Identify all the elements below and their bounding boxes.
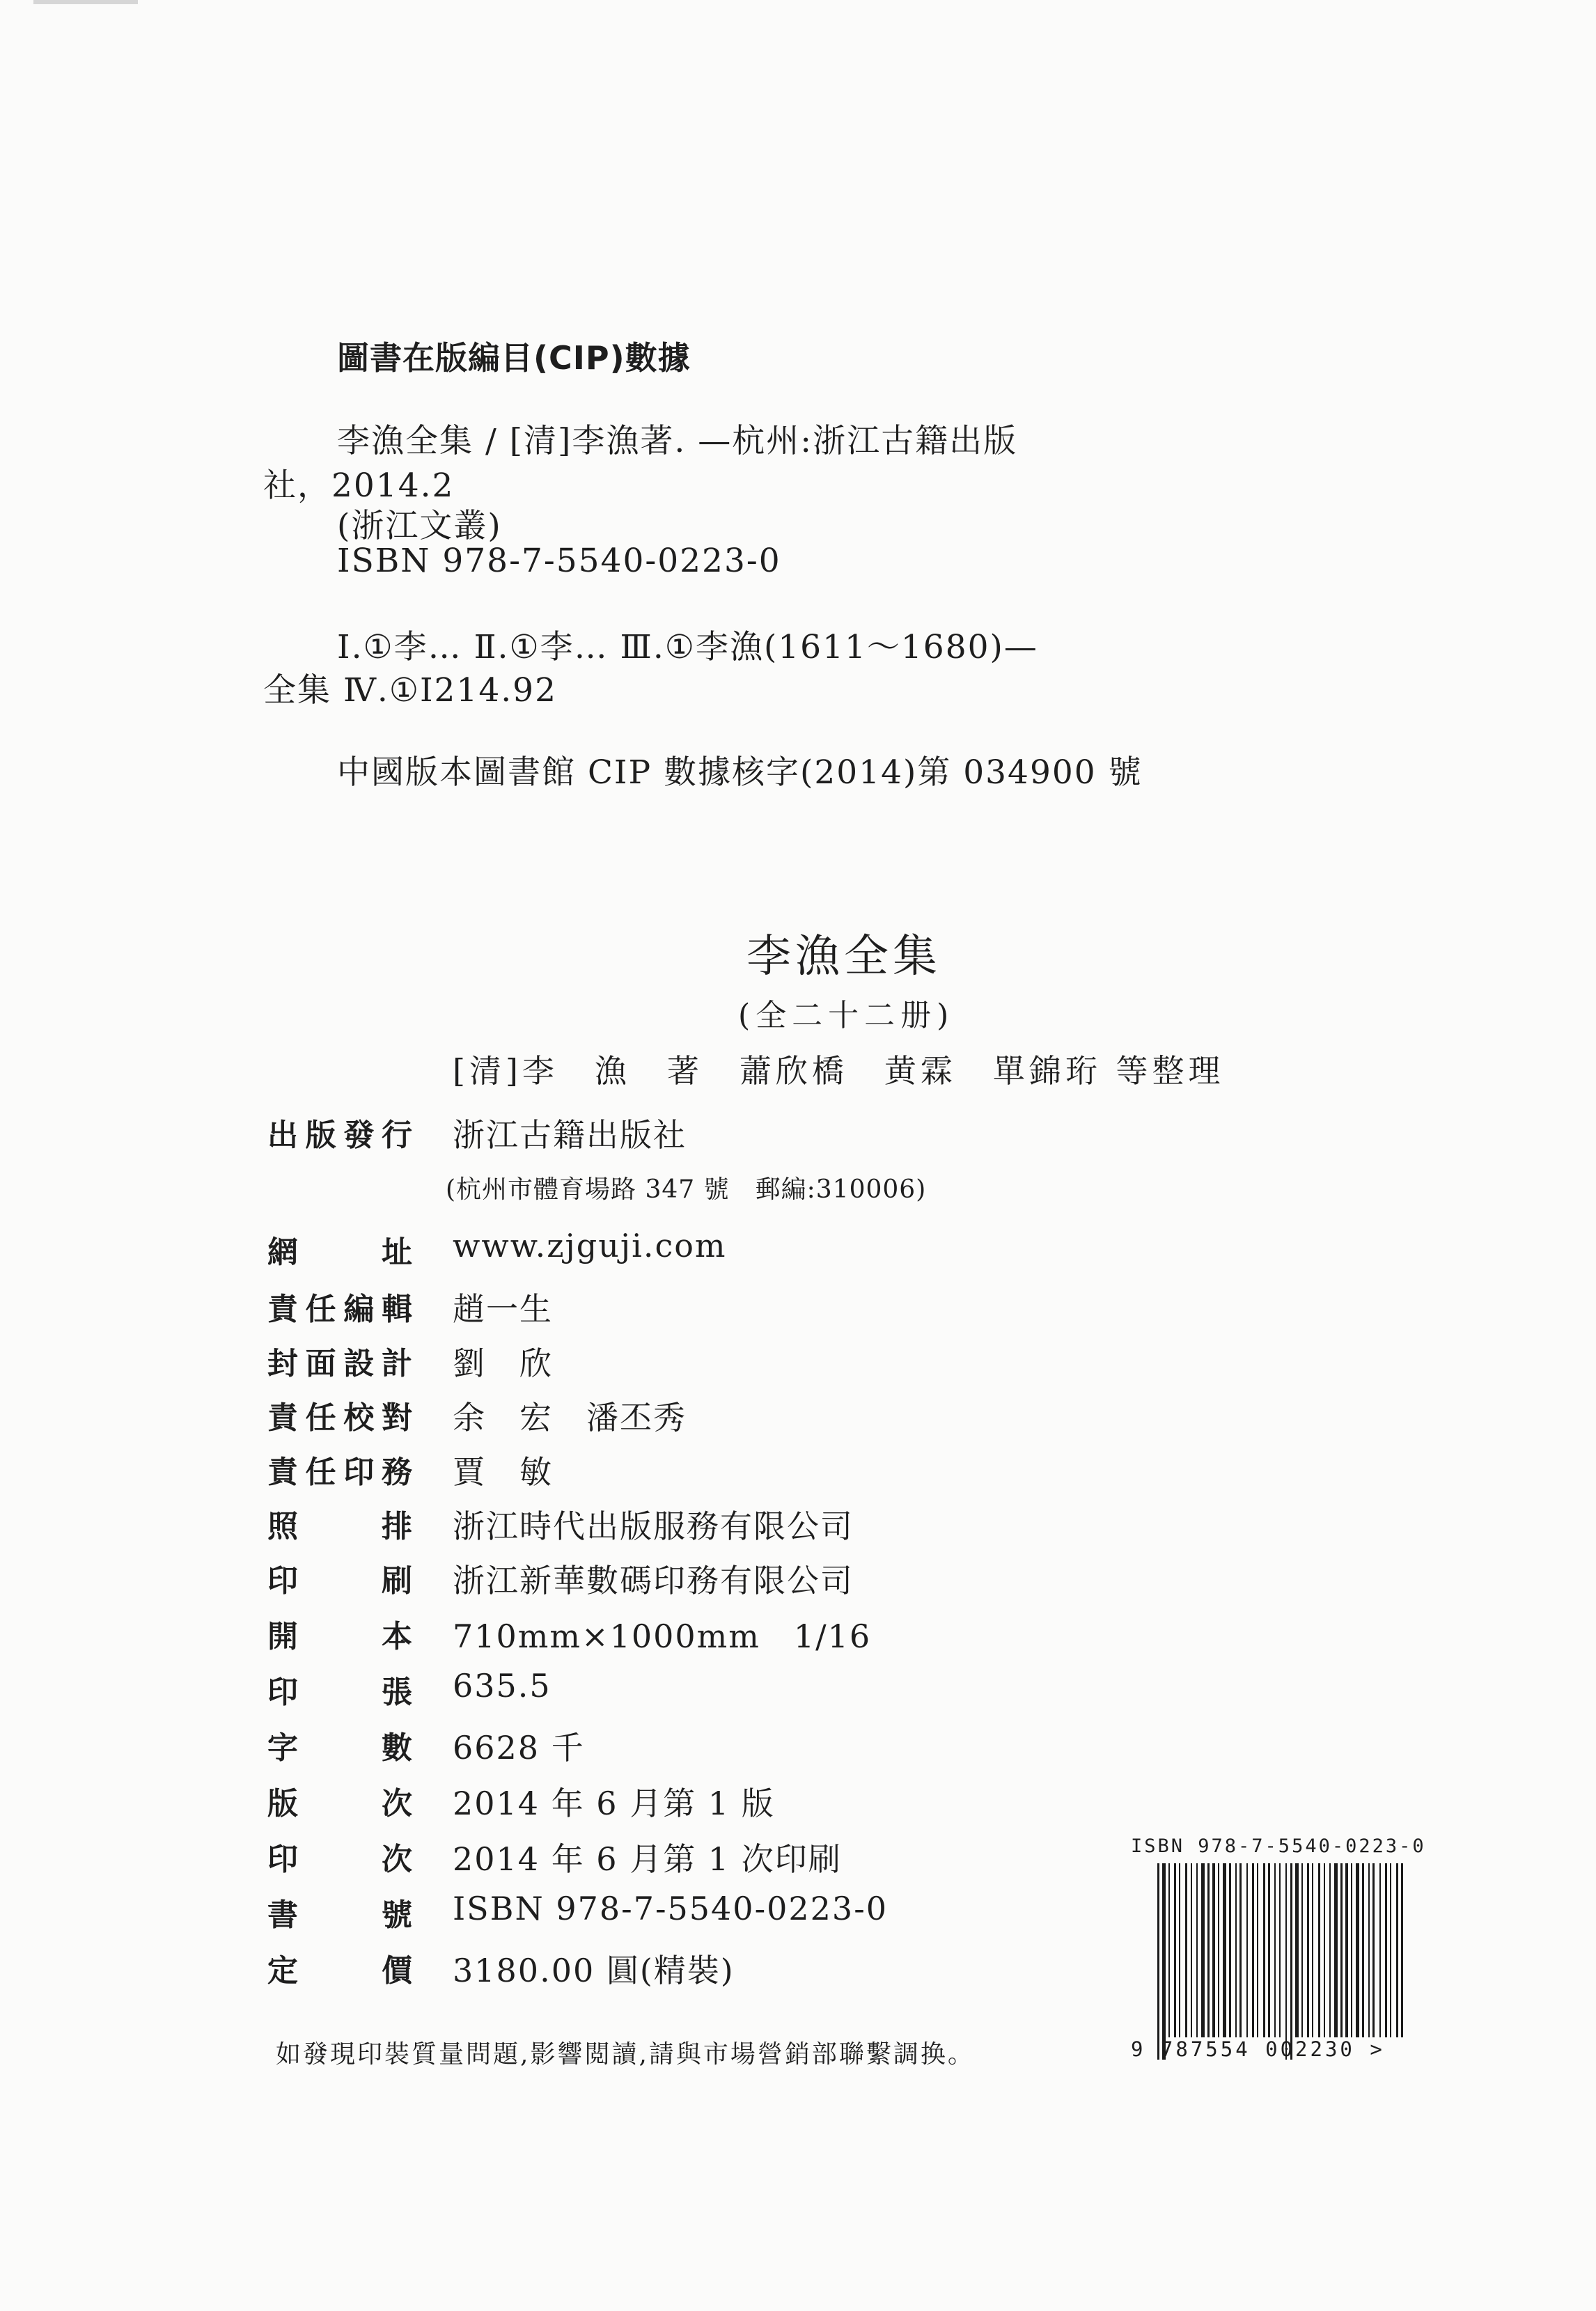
cip-entry-line-1: 李漁全集 / [清]李漁著. —杭州:浙江古籍出版	[337, 422, 1018, 460]
label-char: 排	[382, 1509, 412, 1544]
publication-row-label	[267, 1110, 412, 1154]
label-char: 責	[267, 1400, 298, 1436]
publication-row-value: 3180.00 圓(精裝)	[453, 1952, 735, 1989]
barcode-bar	[1385, 1863, 1387, 2037]
barcode-bar	[1257, 1863, 1258, 2037]
barcode-bar	[1174, 1863, 1176, 2037]
barcode-bar	[1290, 1863, 1292, 2060]
label-char: 價	[382, 1953, 412, 1989]
barcode-bar	[1229, 1863, 1231, 2037]
barcode-bar	[1356, 1863, 1359, 2037]
barcode-bar	[1329, 1863, 1331, 2037]
label-char: 面	[305, 1346, 336, 1381]
cip-subject-line-1: Ⅰ.①李… Ⅱ.①李… Ⅲ.①李漁(1611～1680)—	[337, 628, 1038, 666]
label-char: 發	[343, 1118, 375, 1153]
label-char: 次	[382, 1842, 412, 1877]
publication-row-label	[267, 1890, 412, 1934]
publication-row-label	[267, 1501, 412, 1546]
barcode-bar	[1207, 1863, 1210, 2037]
barcode-bar	[1345, 1863, 1348, 2037]
barcode-bar	[1268, 1863, 1270, 2037]
publication-row-label	[267, 1611, 412, 1656]
publication-row-value: 6628 千	[453, 1729, 585, 1766]
barcode-bar	[1285, 1863, 1287, 2060]
label-char: 本	[382, 1619, 412, 1654]
barcode-bar	[1157, 1863, 1159, 2060]
barcode-bar	[1185, 1863, 1187, 2037]
barcode-bar	[1368, 1863, 1370, 2037]
publication-row-label	[267, 1834, 412, 1879]
barcode-bar	[1235, 1863, 1237, 2037]
label-char: 印	[267, 1842, 298, 1877]
publication-row-label	[267, 1338, 412, 1383]
publication-row-value: 635.5	[453, 1667, 551, 1705]
label-char: 號	[382, 1897, 412, 1933]
barcode-bar	[1279, 1863, 1281, 2037]
barcode-bar	[1263, 1863, 1265, 2037]
label-char: 次	[382, 1786, 412, 1822]
barcode-isbn-label: ISBN 978-7-5540-0223-0	[1131, 1835, 1426, 1857]
publication-row-value: 710mm×1000mm 1/16	[453, 1617, 872, 1655]
label-char: 任	[305, 1292, 336, 1327]
barcode-bar	[1252, 1863, 1254, 2037]
barcode-bar	[1312, 1863, 1313, 2037]
scan-edge-mark	[33, 0, 138, 4]
barcode-bar	[1201, 1863, 1205, 2037]
barcode-bar	[1390, 1863, 1391, 2037]
publication-row-value: 2014 年 6 月第 1 次印刷	[453, 1840, 842, 1878]
barcode-bar	[1340, 1863, 1343, 2037]
label-char: 書	[267, 1897, 298, 1933]
barcode-bar	[1212, 1863, 1215, 2037]
barcode-bar	[1324, 1863, 1325, 2037]
cip-heading: 圖書在版編目(CIP)數據	[337, 339, 691, 377]
publication-row-label	[267, 1945, 412, 1990]
label-char: 印	[267, 1675, 298, 1710]
barcode-bar	[1274, 1863, 1276, 2037]
label-char: 數	[382, 1730, 412, 1766]
label-char: 刷	[382, 1563, 412, 1599]
cip-isbn: ISBN 978-7-5540-0223-0	[337, 542, 781, 580]
barcode-bar	[1223, 1863, 1226, 2037]
cip-series: (浙江文叢)	[337, 507, 502, 545]
book-authors	[453, 1046, 1261, 1092]
barcode-bar	[1179, 1863, 1180, 2037]
label-char: 任	[305, 1455, 336, 1490]
cip-subject-line-2: 全集 Ⅳ.①I214.92	[263, 671, 557, 710]
publication-row-value: 賈 敏	[453, 1453, 553, 1491]
author-primary: [清]李 漁 著	[453, 1052, 703, 1090]
label-char: 開	[267, 1619, 298, 1654]
barcode-bar	[1372, 1863, 1375, 2037]
barcode-bar	[1379, 1863, 1381, 2037]
label-char: 設	[343, 1346, 375, 1381]
barcode-bar	[1318, 1863, 1320, 2037]
label-char: 行	[381, 1118, 412, 1153]
book-title: 李漁全集	[746, 931, 941, 982]
editor-2: 黄霖	[884, 1052, 957, 1090]
label-char: 任	[305, 1400, 336, 1436]
publication-row-label	[267, 1284, 412, 1329]
barcode-bar	[1239, 1863, 1242, 2037]
barcode-bar	[1196, 1863, 1198, 2037]
publication-row-value: 浙江新華數碼印務有限公司	[453, 1562, 854, 1599]
publication-row-value: 2014 年 6 月第 1 版	[453, 1785, 775, 1822]
publication-row-label	[267, 1393, 412, 1437]
publisher-address: (杭州市體育場路 347 號 郵編:310006)	[446, 1175, 927, 1204]
barcode-digits: 9 787554 002230 >	[1131, 2037, 1385, 2061]
label-char: 務	[381, 1455, 412, 1490]
label-char: 出	[267, 1118, 298, 1153]
label-char: 計	[381, 1346, 412, 1381]
label-char: 輯	[381, 1292, 412, 1327]
barcode-bar	[1401, 1863, 1403, 2037]
publication-row-value: 趙一生	[453, 1290, 553, 1328]
publication-row-value: 劉 欣	[453, 1345, 553, 1382]
publication-row-value: 余 宏 潘丕秀	[453, 1399, 687, 1436]
publication-row-label	[267, 1227, 412, 1271]
label-char: 校	[343, 1400, 375, 1436]
publication-row-value: ISBN 978-7-5540-0223-0	[453, 1890, 888, 1927]
barcode-bar	[1191, 1863, 1192, 2037]
barcode-bar	[1334, 1863, 1338, 2037]
label-char: 版	[267, 1786, 298, 1822]
quality-notice: 如發現印裝質量問題,影響閲讀,請與市場營銷部聯繫調换。	[276, 2040, 975, 2069]
barcode-bar	[1246, 1863, 1248, 2037]
barcode-bar	[1396, 1863, 1398, 2037]
publication-row-value: www.zjguji.com	[453, 1227, 727, 1264]
label-char: 責	[267, 1292, 298, 1327]
editor-3: 單錦珩 等整理	[992, 1052, 1225, 1090]
label-char: 印	[343, 1455, 375, 1490]
publication-row-label	[267, 1723, 412, 1767]
label-char: 字	[267, 1730, 298, 1766]
label-char: 張	[382, 1675, 412, 1710]
barcode-bar	[1307, 1863, 1309, 2037]
barcode-bar	[1295, 1863, 1299, 2037]
label-char: 照	[267, 1509, 298, 1544]
publication-row-value: 浙江時代出版服務有限公司	[453, 1507, 854, 1545]
editor-1: 蕭欣橋	[739, 1052, 848, 1090]
label-char: 編	[343, 1292, 375, 1327]
label-char: 定	[267, 1953, 298, 1989]
label-char: 版	[305, 1118, 336, 1153]
barcode-bar	[1162, 1863, 1166, 2060]
publication-row-label	[267, 1778, 412, 1823]
label-char: 印	[267, 1563, 298, 1599]
barcode-bar	[1168, 1863, 1170, 2037]
publication-row-label	[267, 1667, 412, 1711]
label-char: 址	[382, 1235, 412, 1270]
barcode-bar	[1218, 1863, 1219, 2037]
cip-approval: 中國版本圖書館 CIP 數據核字(2014)第 034900 號	[337, 753, 1143, 792]
label-char: 責	[267, 1455, 298, 1490]
barcode-bar	[1351, 1863, 1352, 2037]
label-char: 網	[267, 1235, 298, 1270]
publication-row-label	[267, 1556, 412, 1600]
barcode-bar	[1362, 1863, 1364, 2037]
label-char: 封	[267, 1346, 298, 1381]
barcode-bar	[1301, 1863, 1303, 2037]
publication-row-label	[267, 1447, 412, 1491]
isbn-barcode	[1155, 1863, 1405, 2060]
publication-row-value: 浙江古籍出版社	[453, 1116, 687, 1154]
cip-entry-line-2: 社，2014.2	[263, 467, 455, 505]
label-char: 對	[381, 1400, 412, 1436]
book-volumes: (全二十二册)	[738, 998, 955, 1033]
